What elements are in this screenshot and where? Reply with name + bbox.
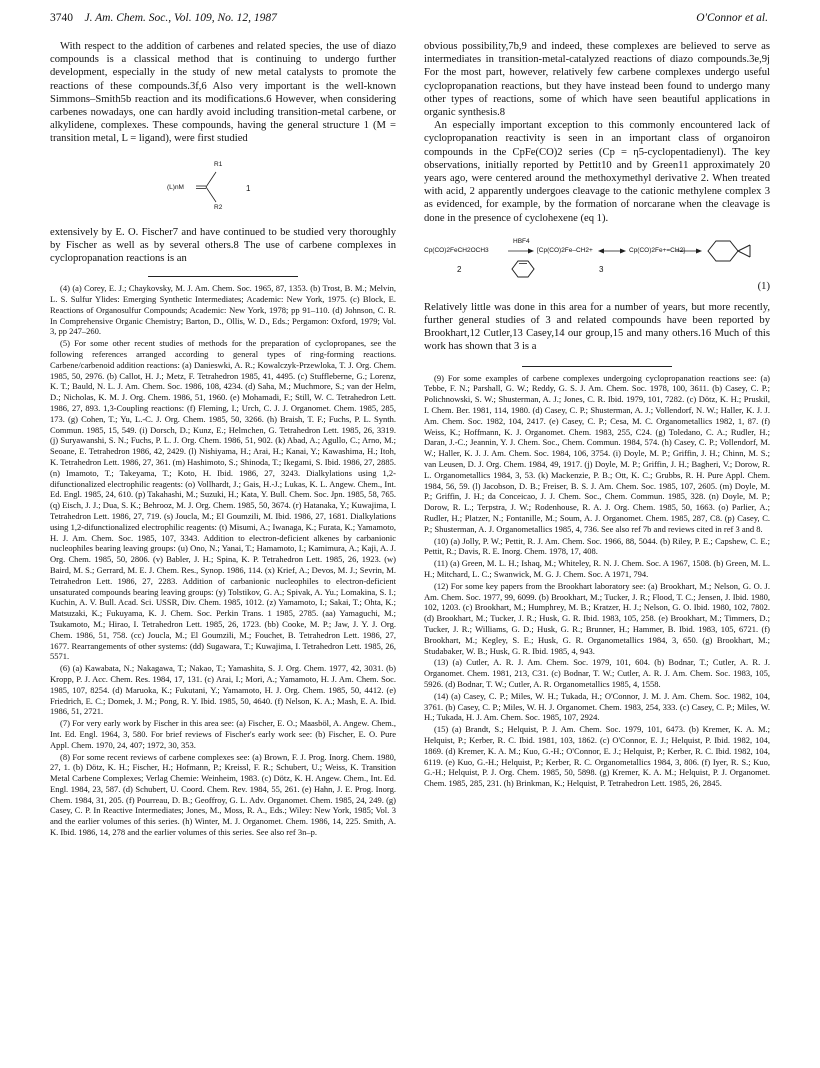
footnotes bbox=[424, 373, 770, 789]
page-header bbox=[50, 12, 768, 28]
footnote: (11) (a) Green, M. L. H.; Ishaq, M.; Whiteley, R. N. J. Chem. Soc. A 1967, 1508. (b) Green, M. L. H.; Mitchard, L. C.; Swanwick, M. G. J. Chem. Soc. A 1971, 794. bbox=[424, 558, 770, 579]
body-paragraph: Relatively little was done in this area for a number of years, but more recently, further general studies of 3 and related compounds have been reported by Brookhart,12 Cutler,13 Casey,14 our group,15 and many others.16 Much of this work has shown that 3 is a bbox=[424, 301, 770, 353]
structure-1-drawing bbox=[50, 146, 396, 226]
right-column bbox=[424, 40, 770, 789]
body-paragraph: obvious possibility,7b,9 and indeed, these complexes are believed to serve as intermediates in transition-metal-catalyzed reactions of diazo compounds.3e,9j For the most part, however, relatively few carbene complexes undergo useful cyclopropanation reactions, but they have instead been found to undergo many other types of reactions, some of which have seen beautiful applications in organic synthesis.8 bbox=[424, 41, 770, 119]
r2-label: R2 bbox=[214, 203, 223, 211]
footnotes bbox=[50, 283, 396, 838]
compound-2-label: 2 bbox=[457, 264, 462, 274]
resonance-form: Cp(CO)2Fe+=CH2] bbox=[629, 246, 685, 254]
left-column bbox=[50, 40, 396, 838]
reagent-label: HBF4 bbox=[513, 237, 530, 245]
structure-1 bbox=[50, 146, 396, 226]
footnote: (10) (a) Jolly, P. W.; Pettit, R. J. Am. Chem. Soc. 1966, 88, 5044. (b) Riley, P. E.; Capshew, C. E.; Pettit, R.; Davis, R. E. Inorg. Chem. 1978, 17, 408. bbox=[424, 535, 770, 557]
intermediate-3: [Cp(CO)2Fe–CH2+ bbox=[537, 246, 593, 254]
journal-citation: J. Am. Chem. Soc., Vol. 109, No. 12, 1987 bbox=[84, 12, 277, 24]
footnote: (5) For some other recent studies of methods for the preparation of cyclopropanes, see the following references arranged according to general types of ring-forming reactions. Carbene/carbenoid addition reactions: (a) Danieswki, A. R.; Kowalczyk-Przewloka, T. J. Org. Chem. 1985, 50, 2976. (b) Callot, H. J.; Metz, F. Tetrahedron 1985, 41, 4495. (c) Stuffleberne, G.; Lorenz, K. T.; Bauld, N. L. J. Am. Chem. Soc. 1986, 108, 4234. (d) Saha, M.; Muchmore, S.; van der Helm, D.; Nicholas, K. M. J. Org. Chem. 1986, 51, 1960. (e) Mohamadi, F.; Still, W. C. Tetrahedron Lett. 1986, 27, 893. 1,3-Coupling reactions: (f) Fleming, I.; Urch, C. J. J. Organomet. Chem. 1985, 285, 173. (g) Cohen, T.; Yu, L.-C. J. Org. Chem. 1985, 50, 3266. (h) Braish, T. F.; Fuchs, P. L. Synth. Commun. 1985, 15, 549. (i) Dorsch, D.; Kunz, E.; Helmchen, G. Tetrahedron Lett. 1985, 26, 3319. (j) Suryawanshi, S. N.; Fuchs, P. L. J. Org. Chem. 1986, 51, 902. (k) Abad, A.; Agullo, C.; Arno, M.; Seoane, E. Tetrahedron 1986, 42, 2429. (l) Nishiyama, H.; Arai, H.; Kanai, Y.; Kawashima, H.; Itoh, K. Tetrahedron Lett. 1986, 27, 361. (m) Hashimoto, S.; Shinoda, T.; Ikegami, S. Ibid. 1986, 27, 2885. (n) Imamoto, T.; Takeyama, T.; Koto, H. Ibid. 1986, 27, 3243. Dialkylations using 1,2-difunctionalized electrophilic reagents: (o) Vollhardt, J.; Gais, H.-J.; Lukas, K. L. Angew. Chem., Int. Ed. Engl. 1985, 24, 610. (p) Takahashi, M.; Suzuki, H.; Kata, Y. Bull. Chem. Soc. Jpn. 1985, 58, 765. (q) Eisch, J. J.; Dua, S. K.; Behrooz, M. J. Org. Chem. 1985, 50, 3674. (r) Hatanaka, Y.; Kuwajima, I. Tetrahedron Lett. 1986, 27, 719. (s) Joucla, M.; El Goumzili, M. Ibid. 1986, 27, 1681. Dialkylations using 1,2-difunctionalized electrophilic reagents: (t) Misumi, A.; Iwanaga, K.; Furata, K.; Yamamoto, H. J. Am. Chem. Soc. 1985, 107, 3343. Addition to electron-deficient alkenes by carbanionic nucleophiles bearing leaving groups: (u) Ono, N.; Yanai, T.; Hamamoto, I.; Kamimura, A.; Kaji, A. J. Org. Chem. 1985, 50, 2806. (v) Babler, J. H.; Spina, K. P. Tetrahedron Lett. 1985, 26, 1923. (w) Baird, M. S.; Gerrard, M. E. J. Chem. Res., Synop. 1986, 114. (x) Krief, A.; Devos, M. J.; Sevrin, M. Tetrahedron Lett. 1986, 27, 2283. Addition of carbanionic nucleophiles to electron-deficient unsaturated compounds bearing leaving groups: (y) Tolstikov, G. A.; Spivak, A. Yu.; Lomakina, S. I.; Kuchin, A. V. Bull. Acad. Sci. USSR, Div. Chem. 1985, 1012. (z) Yamamoto, I.; Sakai, T.; Ohta, K.; Matsuzaki, K.; Fukuyama, K. J. Chem. Soc. Perkin Trans. 1 1985, 2785. (aa) Yamaguchi, M.; Tsukamoto, M.; Hirao, I. Tetrahedron Lett. 1985, 26, 1723. (bb) Cooke, M. P.; Jaw, J. Y. J. Org. Chem. 1986, 51, 758. (cc) Joucla, M.; El Goumzili, M.; Fouchet, B. Tetrahedron Lett. 1986, 27, 1677. Rearrangements of other systems: (dd) Sugawara, T.; Kuwajima, I. Tetrahedron Lett. 1985, 26, 5571. bbox=[50, 338, 396, 662]
footnote: (6) (a) Kawabata, N.; Nakagawa, T.; Nakao, T.; Yamashita, S. J. Org. Chem. 1977, 42, 3031. (b) Kropp, P. J. Acc. Chem. Res. 1984, 17, 131. (c) Arai, I.; Mori, A.; Yamamoto, H. J. Am. Chem. Soc. 1985, 107, 8254. (d) Maruoka, K.; Fukutani, Y.; Yamamoto, H. J. Org. Chem. 1985, 50, 4412. (e) Friedrich, E. C.; Domek, J. M.; Pong, R. Y. Ibid. 1985, 50, 4640. (f) Nelson, K. A.; Mash, E. A. Ibid. 1986, 51, 2721. bbox=[50, 663, 396, 717]
compound-3-label: 3 bbox=[599, 264, 604, 274]
page-number: 3740 bbox=[50, 12, 73, 24]
equation-1 bbox=[424, 229, 770, 301]
running-authors: O'Connor et al. bbox=[696, 12, 768, 24]
footnote: (4) (a) Corey, E. J.; Chaykovsky, M. J. Am. Chem. Soc. 1965, 87, 1353. (b) Trost, B. M.; Melvin, L. S. Sulfur Ylides: Emerging Synthetic Intermediates; Academic: New York, 1975. (c) Block, E. Reactions of Organosulfur Compounds; Academic: New York, 1978; pp 91–110. (d) Johnson, C. R. In Comprehensive Organic Chemistry; Barton, D., Ollis, W. D., Eds.; Pergamon: Oxford, 1979; Vol. 3, pp 247–260. bbox=[50, 283, 396, 337]
body-paragraph: With respect to the addition of carbenes and related species, the use of diazo compounds is a classical method that is continuing to undergo further development, especially in the study of new metal catalysts to promote the reactions of these compounds.3f,6 Also very important is the well-known Simmons–Smith5b reaction and its modifications.6 However, when considering carbenes nowadays, one can hardly avoid including transition-metal carbene, or alkylidene, complexes. These compounds, having the general structure 1 (M = transition metal, L = ligand), were first studied bbox=[50, 41, 396, 145]
footnote: (12) For some key papers from the Brookhart laboratory see: (a) Brookhart, M.; Nelson, G. O. J. Am. Chem. Soc. 1977, 99, 6099. (b) Brookhart, M.; Tucker, J. R.; Flood, T. C.; Jensen, J. Ibid. 1980, 102, 1203. (c) Brookhart, M.; Humphrey, M. B.; Kratzer, H. J.; Nelson, G. O. Ibid. 1980, 102, 7802. (d) Brookhart, M.; Tucker, J. R.; Husk, G. R. Ibid. 1983, 105, 258. (e) Brookhart, M.; Timmers, D.; Tucker, J. R.; Williams, G. D.; Husk, G. R.; Brunner, H.; Hammer, B. Ibid. 1983, 105, 6721. (f) Brookhart, M.; Kegley, S. E.; Husk, G. R. Organometallics 1984, 3, 650. (g) Brookhart, M.; Studabaker, W. B.; Husk, G. R. Ibid. 1985, 4, 943. bbox=[424, 580, 770, 656]
footnote: (8) For some recent reviews of carbene complexes see: (a) Brown, F. J. Prog. Inorg. Chem. 1980, 27, 1. (b) Dötz, K. H.; Fischer, H.; Hofmann, P.; Kreissl, F. R.; Schubert, U.; Weiss, K. Transition Metal Carbene Complexes; Verlag Chemie: Weinheim, 1983. (c) Dötz, K. H. Angew. Chem., Int. Ed. Engl. 1984, 23, 587. (d) Schubert, U. Coord. Chem. Rev. 1984, 55, 261. (e) Hahn, J. E. Prog. Inorg. Chem. 1984, 31, 205. (f) Pourreau, D. B.; Geoffroy, G. L. Adv. Organomet. Chem. 1985, 24, 249. (g) Casey, C. P. In Reactive Intermediates; Jones, M., Moss, R. A., Eds.; Wiley: New York, 1985; Vol. 3 and the earlier volumes of this series. (h) Winter, M. J. Organomet. Chem. 1986, 14, 225. Smith, A. K. Ibid. 1986, 14, 278 and the earlier volumes of this series. See also ref 3n–p. bbox=[50, 751, 396, 838]
equation-number: (1) bbox=[757, 280, 770, 292]
body-paragraph: An especially important exception to this commonly encountered lack of cyclopropanation reactivity is seen in an important class of organoiron compounds in the CpFe(CO)2 series (Cp = η5-cyclopentadienyl). The key observations, initially reported by Pettit10 and by Green11 approximately 20 years ago, were centered around the methoxymethyl derivative 2. When treated with acid, 2 apparently undergoes cleavage to the cationic methylene complex 3 as evidenced, for example, by the formation of norcarane when the cleavage is done in the presence of cyclohexene (eq 1). bbox=[424, 120, 770, 224]
body-paragraph: extensively by E. O. Fischer7 and have continued to be studied very thoroughly by Fischer as well as by several others.8 The use of carbene complexes in cyclopropanation reactions is an bbox=[50, 226, 396, 265]
reactant-2: Cp(CO)2FeCH2OCH3 bbox=[424, 246, 489, 254]
footnote: (13) (a) Cutler, A. R. J. Am. Chem. Soc. 1979, 101, 604. (b) Bodnar, T.; Cutler, A. R. J. Organomet. Chem. 1981, 213, C31. (c) Bodnar, T. W.; Cutler, A. R. J. Am. Chem. Soc. 1983, 105, 5926. (d) Bodnar, T. W.; Cutler, A. R. Organometallics 1985, 4, 1558. bbox=[424, 657, 770, 689]
footnote: (7) For very early work by Fischer in this area see: (a) Fischer, E. O.; Maasböl, A. Angew. Chem., Int. Ed. Engl. 1964, 3, 580. For brief reviews of Fischer's early work see: (b) Fischer, E. O. Pure Appl. Chem. 1970, 24, 407; 1972, 30, 353. bbox=[50, 718, 396, 750]
footnote: (14) (a) Casey, C. P.; Miles, W. H.; Tukada, H.; O'Connor, J. M. J. Am. Chem. Soc. 1982, 104, 3761. (b) Casey, C. P.; Miles, W. H. J. Organomet. Chem. 1983, 254, 333. (c) Casey, C. P.; Miles, W. H.; Tukada, H. J. Am. Chem. Soc. 1985, 107, 2924. bbox=[424, 690, 770, 723]
metal-ligand-label: (L)nM bbox=[167, 183, 184, 191]
footnote: (9) For some examples of carbene complexes undergoing cyclopropanation reactions see: (a) Tebbe, F. N.; Parshall, G. W.; Reddy, G. S. J. Am. Chem. Soc. 1978, 100, 3611. (b) Casey, C. P.; Polichnowski, S. W.; Shusterman, A. J.; Jones, C. R. Ibid. 1979, 101, 7282. (c) Dötz, K. H.; Pruskil, I. Chem. Ber. 1981, 114, 1980. (d) Casey, C. P.; Shusterman, A. J.; Vollendorf, N. W.; Haller, K. J. J. Am. Chem. Soc. 1982, 104, 2417. (e) Casey, C. P.; Cesa, M. C. Organometallics 1982, 1, 87. (f) Weiss, K.; Hoffmann, K. J. Organomet. Chem. 1983, 255, C24. (g) Toledano, C. A.; Rudler, H.; Daran, J.-C.; Jeannin, Y. J. Chem. Soc., Chem. Commun. 1984, 574. (h) Casey, C. P.; Vollendorf, M. W.; Haller, K. J. J. Am. Chem. Soc. 1984, 106, 3754. (i) Doyle, M. P.; Griffin, J. H.; Chinn, M. S.; van Leusen, D. J. Org. Chem. 1984, 49, 1917. (j) Doyle, M. P.; Griffin, J. H.; Bagheri, V.; Dorow, R. L. Organometallics 1984, 3, 53. (k) Mackenzie, P. B.; Ott, K. C.; Grubbs, R. H. Pure Appl. Chem. 1984, 56, 59. (l) Jacobson, D. B.; Freiser, B. S. J. Am. Chem. Soc. 1985, 107, 2605. (m) Doyle, M. P.; Griffin, J. H.; da Conceicao, J. J. Chem. Soc., Chem. Commun. 1985, 328. (n) Doyle, M. P.; Dorow, R. L.; Terpstra, J. W.; Rodenhouse, R. A. J. Org. Chem. 1985, 50, 1663. (o) Parlier, A.; Rudler, H.; Platzer, N.; Fontanille, M.; Soum, A. J. Organomet. Chem. 1985, 287, C8. (p) Casey, C. P.; Shusterman, A. J. Organometallics 1985, 4, 736. See also ref 7b and reviews cited in ref 3 and 8. bbox=[424, 372, 770, 534]
equation-1-drawing bbox=[424, 229, 770, 301]
r1-label: R1 bbox=[214, 160, 223, 168]
footnote: (15) (a) Brandt, S.; Helquist, P. J. Am. Chem. Soc. 1979, 101, 6473. (b) Kremer, K. A. M.; Helquist, P.; Kerber, R. C. Ibid. 1981, 103, 1862. (c) O'Connor, E. J.; Helquist, P. Ibid. 1982, 104, 1869. (d) Kremer, K. A. M.; Kuo, G.-H.; O'Connor, E. J.; Helquist, P.; Kerber, R. C. Ibid. 1982, 104, 6119. (e) Kuo, G.-H.; Helquist, P.; Kerber, R. C. Organometallics 1984, 3, 806. (f) Iyer, R. S.; Kuo, G.-H.; Helquist, P. J. Org. Chem. 1985, 50, 5898. (g) Kremer, K. A. M.; Helquist, P. J. Organomet. Chem. 1985, 285, 231. (h) Brinkman, K.; Helquist, P. Tetrahedron Lett. 1985, 26, 2845. bbox=[424, 724, 770, 789]
structure-number: 1 bbox=[246, 183, 251, 193]
